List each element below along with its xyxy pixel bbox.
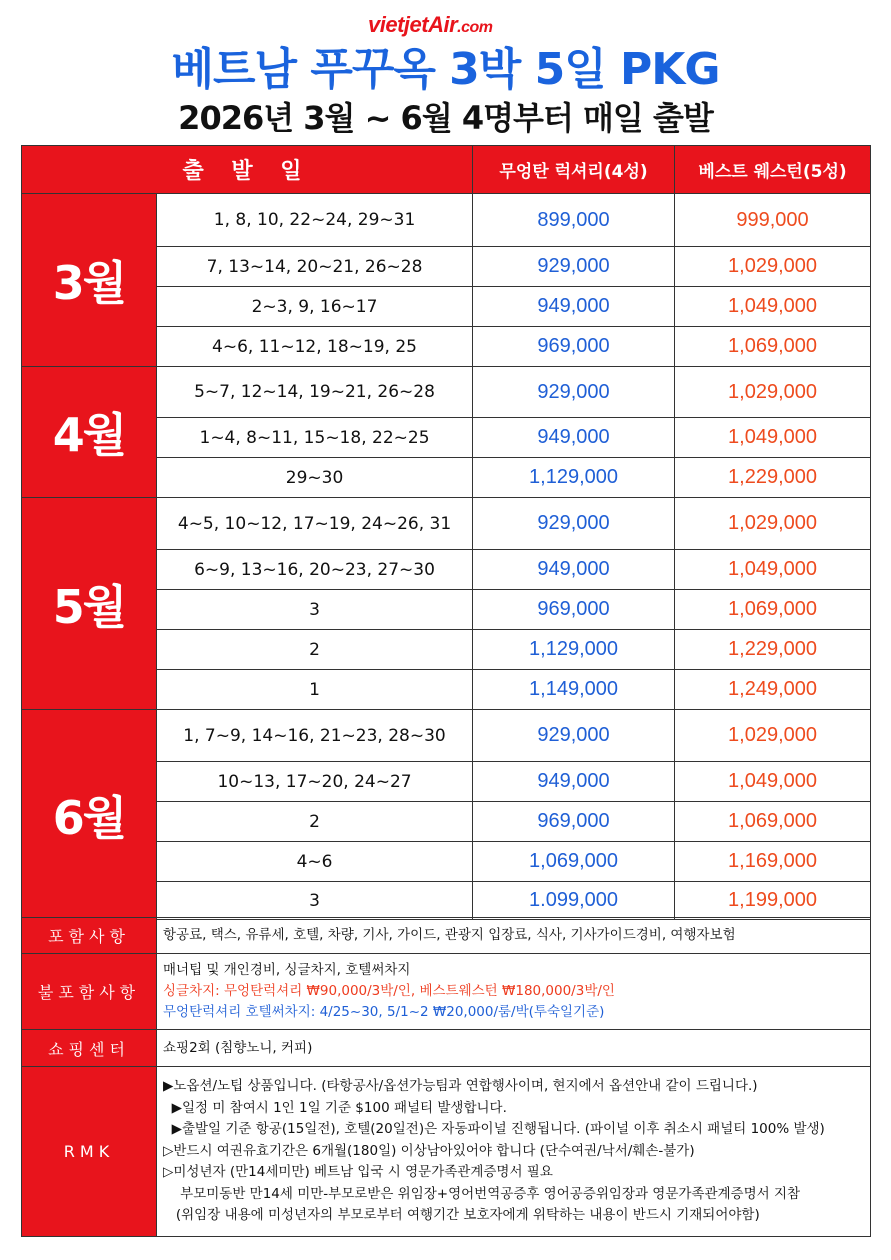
month-label-june: 6월 <box>22 710 157 920</box>
departure-dates: 4~6, 11~12, 18~19, 25 <box>157 327 473 367</box>
price-hotel2: 1,029,000 <box>675 247 871 287</box>
included-row <box>22 918 871 954</box>
price-hotel2: 1,049,000 <box>675 550 871 590</box>
departure-dates: 3 <box>157 882 473 920</box>
price-hotel2: 1,049,000 <box>675 762 871 802</box>
single-charge-line: 싱글차지: 무엉탄럭셔리 ₩90,000/3박/인, 베스트웨스턴 ₩180,000/3박/인 <box>163 983 615 999</box>
departure-dates: 1, 7~9, 14~16, 21~23, 28~30 <box>157 710 473 762</box>
price-hotel1: 1,129,000 <box>473 630 675 670</box>
price-hotel1: 929,000 <box>473 247 675 287</box>
excluded-label: 불포함사항 <box>22 954 157 1030</box>
price-hotel2: 1,069,000 <box>675 590 871 630</box>
rmk-row <box>22 1067 871 1237</box>
price-hotel1: 899,000 <box>473 194 675 247</box>
departure-dates: 4~5, 10~12, 17~19, 24~26, 31 <box>157 498 473 550</box>
shopping-row <box>22 1030 871 1067</box>
excluded-details <box>157 954 871 1030</box>
header-hotel-best-western: 베스트 웨스턴(5성) <box>675 146 871 194</box>
price-hotel1: 949,000 <box>473 550 675 590</box>
price-hotel1: 949,000 <box>473 287 675 327</box>
price-hotel1: 949,000 <box>473 762 675 802</box>
page-title: 베트남 푸꾸옥 3박 5일 PKG <box>171 44 720 95</box>
price-hotel2: 1,229,000 <box>675 630 871 670</box>
table-row <box>22 194 871 247</box>
departure-dates: 29~30 <box>157 458 473 498</box>
price-hotel2: 1,229,000 <box>675 458 871 498</box>
vietjet-logo <box>368 12 528 40</box>
rmk-line: ▶출발일 기준 항공(15일전), 호텔(20일전)은 자동파이널 진행됩니다. (파이널 이후 취소시 패널티 100% 발생) <box>163 1121 825 1138</box>
header-departure-date: 출 발 일 <box>22 146 473 194</box>
price-hotel2: 1,049,000 <box>675 418 871 458</box>
price-hotel2: 1,069,000 <box>675 802 871 842</box>
table-row <box>22 367 871 418</box>
table-row <box>22 710 871 762</box>
excluded-line: 매너팁 및 개인경비, 싱글차지, 호텔써차지 <box>163 962 411 978</box>
price-hotel2: 1,029,000 <box>675 367 871 418</box>
rmk-line: ▶노옵션/노팁 상품입니다. (타항공사/옵션가능팀과 연합행사이며, 현지에서 옵션안내 같이 드립니다.) <box>163 1078 758 1095</box>
price-hotel2: 1,029,000 <box>675 710 871 762</box>
table-row <box>22 498 871 550</box>
rmk-line: (위임장 내용에 미성년자의 부모로부터 여행기간 보호자에게 위탁하는 내용이 반드시 기재되어야함) <box>163 1207 760 1224</box>
price-hotel1: 949,000 <box>473 418 675 458</box>
departure-dates: 10~13, 17~20, 24~27 <box>157 762 473 802</box>
price-hotel1: 1.099,000 <box>473 882 675 920</box>
price-hotel1: 969,000 <box>473 327 675 367</box>
departure-dates: 4~6 <box>157 842 473 882</box>
hotel-surcharge-line: 무엉탄럭셔리 호텔써차지: 4/25~30, 5/1~2 ₩20,000/룸/박(투숙일기준) <box>163 1004 605 1020</box>
price-hotel2: 999,000 <box>675 194 871 247</box>
departure-dates: 1~4, 8~11, 15~18, 22~25 <box>157 418 473 458</box>
included-label: 포함사항 <box>22 918 157 954</box>
rmk-label: RMK <box>22 1067 157 1237</box>
price-hotel1: 929,000 <box>473 367 675 418</box>
price-hotel2: 1,069,000 <box>675 327 871 367</box>
departure-dates: 1, 8, 10, 22~24, 29~31 <box>157 194 473 247</box>
price-table <box>21 145 871 920</box>
price-hotel1: 1,069,000 <box>473 842 675 882</box>
page-subtitle: 2026년 3월 ~ 6월 4명부터 매일 출발 <box>178 99 713 137</box>
departure-dates: 2 <box>157 802 473 842</box>
rmk-line: ▷반드시 여권유효기간은 6개월(180일) 이상남아있어야 합니다 (단수여권/낙서/훼손-불가) <box>163 1142 695 1159</box>
departure-dates: 7, 13~14, 20~21, 26~28 <box>157 247 473 287</box>
price-table-header <box>22 146 871 194</box>
departure-dates: 1 <box>157 670 473 710</box>
month-label-april: 4월 <box>22 367 157 498</box>
departure-dates: 6~9, 13~16, 20~23, 27~30 <box>157 550 473 590</box>
rmk-line: ▶일정 미 참여시 1인 1일 기준 $100 패널티 발생합니다. <box>163 1099 507 1116</box>
price-hotel2: 1,169,000 <box>675 842 871 882</box>
month-label-march: 3월 <box>22 194 157 367</box>
package-info-table <box>21 917 871 1237</box>
departure-dates: 2~3, 9, 16~17 <box>157 287 473 327</box>
price-hotel2: 1,249,000 <box>675 670 871 710</box>
price-hotel1: 929,000 <box>473 710 675 762</box>
month-label-may: 5월 <box>22 498 157 710</box>
price-hotel1: 969,000 <box>473 802 675 842</box>
departure-dates: 5~7, 12~14, 19~21, 26~28 <box>157 367 473 418</box>
price-hotel1: 969,000 <box>473 590 675 630</box>
price-hotel2: 1,199,000 <box>675 882 871 920</box>
header-hotel-muong-thanh: 무엉탄 럭셔리(4성) <box>473 146 675 194</box>
included-text: 항공료, 택스, 유류세, 호텔, 차량, 기사, 가이드, 관광지 입장료, 식사, 기사가이드경비, 여행자보험 <box>157 918 871 954</box>
price-hotel1: 1,149,000 <box>473 670 675 710</box>
rmk-line: ▷미성년자 (만14세미만) 베트남 입국 시 영문가족관계증명서 필요 <box>163 1164 553 1181</box>
rmk-line: 부모미동반 만14세 미만-부모로받은 위임장+영어번역공증후 영어공증위임장과 영문가족관계증명서 지참 <box>163 1185 801 1202</box>
price-hotel1: 929,000 <box>473 498 675 550</box>
price-hotel2: 1,029,000 <box>675 498 871 550</box>
logo-text: vietjetAir <box>368 12 458 37</box>
rmk-notes <box>157 1067 871 1237</box>
shopping-text: 쇼핑2회 (침향노니, 커피) <box>157 1030 871 1067</box>
departure-dates: 3 <box>157 590 473 630</box>
price-hotel1: 1,129,000 <box>473 458 675 498</box>
excluded-row <box>22 954 871 1030</box>
departure-dates: 2 <box>157 630 473 670</box>
price-hotel2: 1,049,000 <box>675 287 871 327</box>
shopping-label: 쇼핑센터 <box>22 1030 157 1067</box>
logo-suffix: .com <box>457 19 493 36</box>
